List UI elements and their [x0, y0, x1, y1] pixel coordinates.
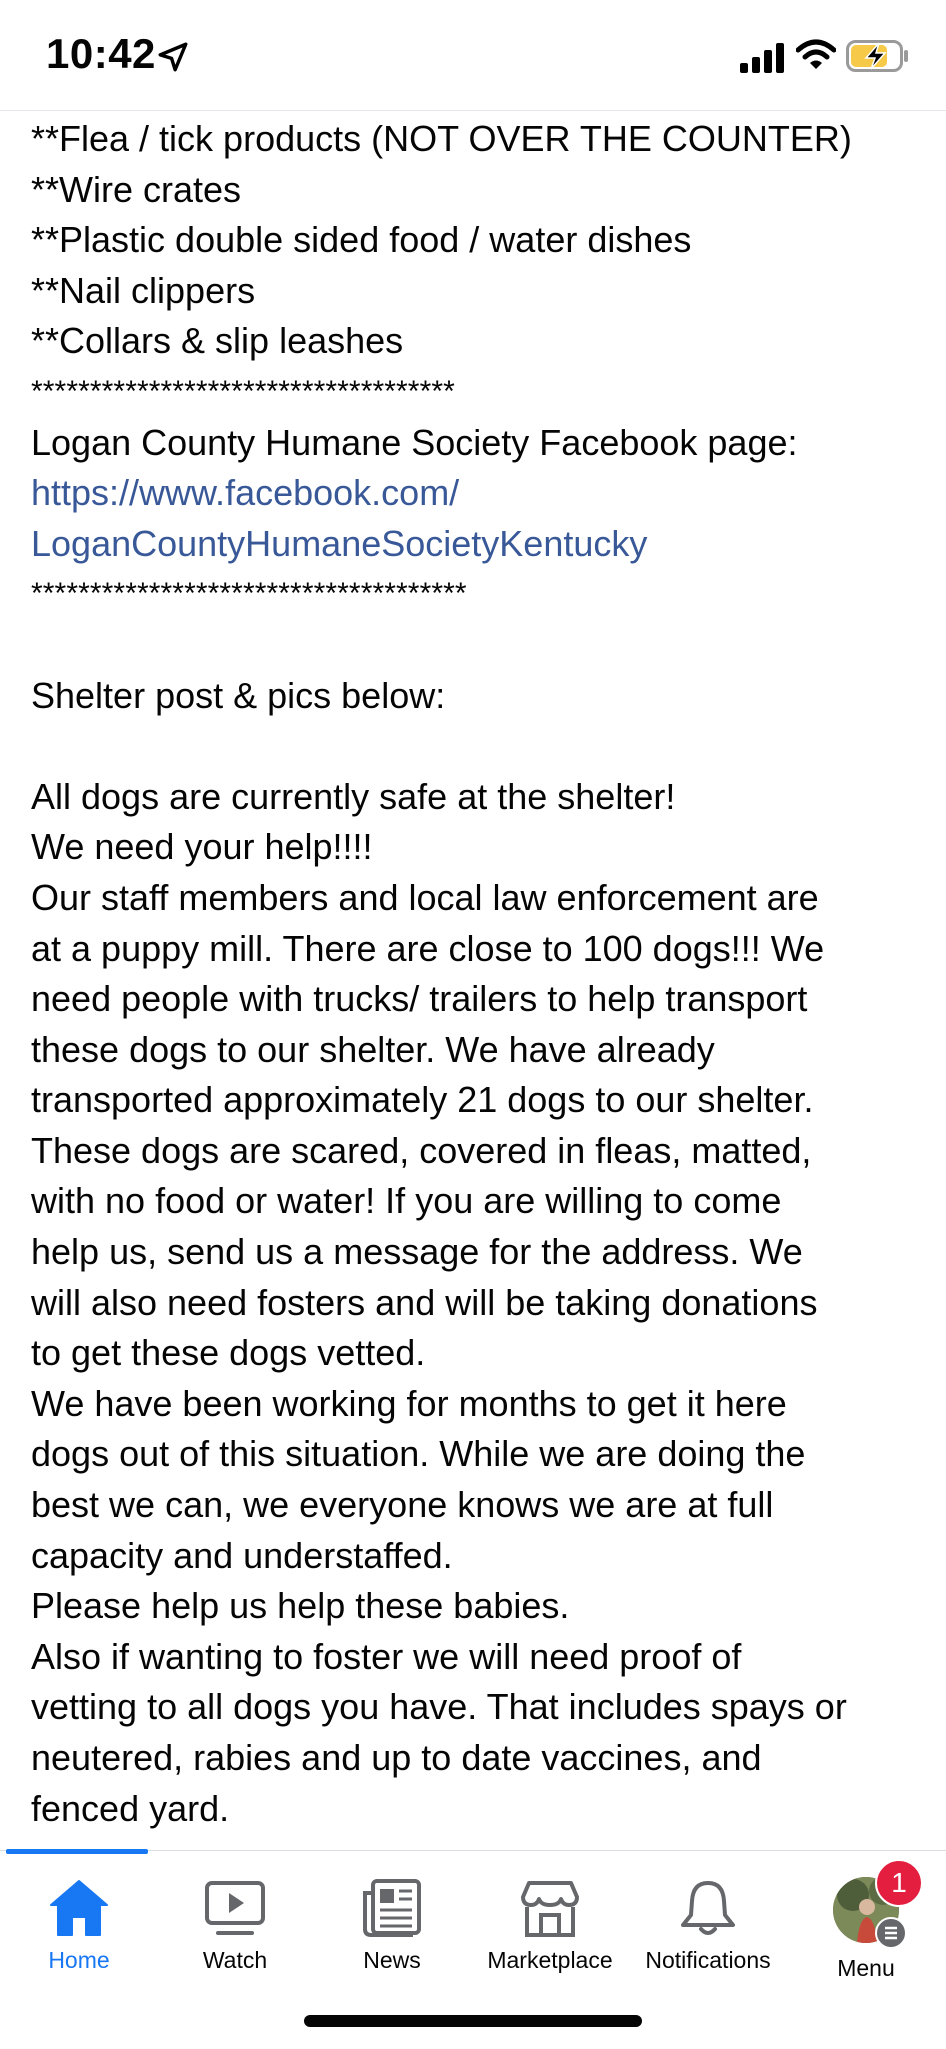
post-line: **Plastic double sided food / water dishes — [31, 219, 692, 261]
post-line: fenced yard. — [31, 1787, 230, 1829]
post-line: vetting to all dogs you have. That includes spays or — [31, 1686, 847, 1728]
tab-notifications[interactable] — [629, 1877, 787, 1997]
tab-label: Notifications — [645, 1947, 771, 1973]
location-arrow-icon — [156, 40, 190, 74]
status-time: 10:42 — [46, 30, 156, 77]
post-line: need people with trucks/ trailers to help transport — [31, 978, 808, 1020]
menu-icon — [875, 1917, 907, 1949]
post-line: will also need fosters and will be taking donations — [31, 1281, 818, 1323]
post-line: these dogs to our shelter. We have already — [31, 1028, 715, 1070]
post-line: at a puppy mill. There are close to 100 dogs!!! We — [31, 927, 825, 969]
tab-home[interactable] — [0, 1877, 158, 1997]
shelter-intro: Shelter post & pics below: — [31, 674, 446, 716]
status-bar — [0, 0, 946, 110]
tab-marketplace[interactable] — [471, 1877, 629, 1997]
tab-label: News — [363, 1947, 421, 1973]
home-icon — [48, 1877, 110, 1939]
post-line: These dogs are scared, covered in fleas, matted, — [31, 1129, 812, 1171]
post-line: with no food or water! If you are willing to come — [31, 1180, 782, 1222]
post-line: help us, send us a message for the address. We — [31, 1231, 803, 1273]
post-line: All dogs are currently safe at the shelter! — [31, 775, 676, 817]
watch-icon — [204, 1877, 266, 1939]
post-line: **Flea / tick products (NOT OVER THE COUNTER) — [31, 118, 852, 159]
post-line: We need your help!!!! — [31, 826, 373, 868]
separator-stars: ************************************ — [31, 374, 455, 408]
post-line: capacity and understaffed. — [31, 1534, 453, 1576]
post-line: **Nail clippers — [31, 269, 256, 311]
blank-line — [31, 721, 921, 772]
post-line: **Collars & slip leashes — [31, 320, 404, 362]
bell-icon — [677, 1877, 739, 1939]
blank-line — [31, 620, 921, 671]
post-line: Also if wanting to foster we will need proof of — [31, 1635, 742, 1677]
facebook-link[interactable] — [31, 468, 921, 569]
tab-label: Menu — [837, 1955, 895, 1981]
wifi-icon — [796, 38, 836, 72]
post-body — [31, 114, 921, 1834]
home-indicator[interactable] — [304, 2015, 642, 2027]
marketplace-icon — [519, 1877, 581, 1939]
tab-label: Watch — [202, 1947, 268, 1973]
post-line: to get these dogs vetted. — [31, 1332, 426, 1374]
cellular-signal-icon — [740, 43, 786, 73]
facebook-link-line[interactable]: LoganCountyHumaneSocietyKentucky — [31, 522, 648, 564]
tab-watch[interactable] — [156, 1877, 314, 1997]
bottom-tab-bar — [0, 1850, 946, 2049]
profile-avatar — [833, 1867, 907, 1943]
news-icon — [361, 1877, 423, 1939]
facebook-link-line[interactable]: https://www.facebook.com/ — [31, 472, 460, 514]
post-line: **Wire crates — [31, 168, 242, 210]
post-line: neutered, rabies and up to date vaccines, and — [31, 1737, 762, 1778]
tab-menu[interactable] — [787, 1867, 945, 1997]
status-divider — [0, 110, 946, 111]
tab-news[interactable] — [313, 1877, 471, 1997]
post-line: transported approximately 21 dogs to our shelter. — [31, 1079, 814, 1121]
active-tab-indicator — [6, 1849, 148, 1854]
post-line: best we can, we everyone knows we are at full — [31, 1484, 774, 1526]
battery-charging-icon — [846, 40, 910, 72]
post-line: dogs out of this situation. While we are doing the — [31, 1433, 806, 1475]
notification-badge: 1 — [875, 1859, 923, 1907]
post-line: Please help us help these babies. — [31, 1585, 570, 1627]
tab-label: Home — [48, 1947, 110, 1973]
tab-label: Marketplace — [487, 1947, 613, 1973]
post-line: Our staff members and local law enforcement are — [31, 876, 819, 918]
facebook-page-label: Logan County Humane Society Facebook page: — [31, 421, 798, 463]
separator-stars: ************************************* — [31, 577, 467, 611]
post-line: We have been working for months to get it here — [31, 1382, 787, 1424]
